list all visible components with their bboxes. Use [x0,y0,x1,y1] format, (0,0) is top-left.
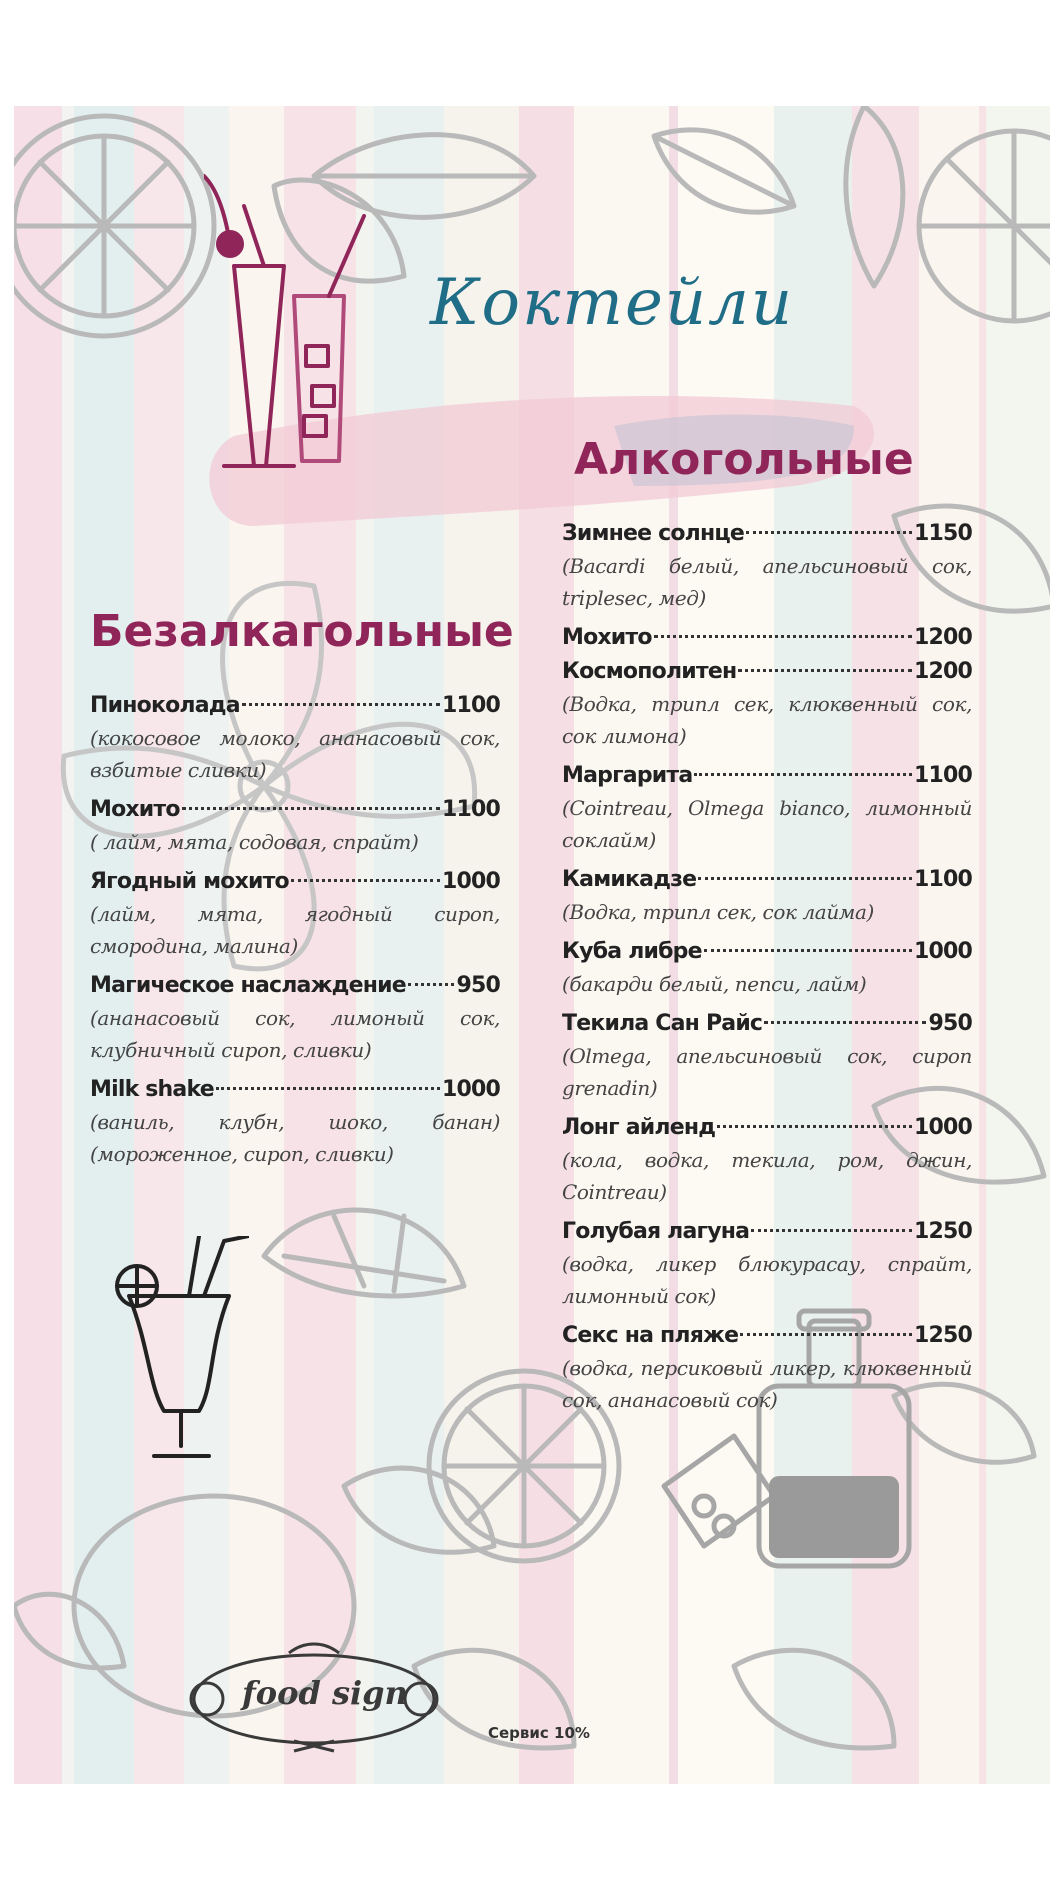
item-price: 1100 [441,693,500,718]
item-price: 1250 [913,1219,972,1244]
item-name: Маргарита [562,763,693,788]
hurricane-glass-icon [109,1236,249,1476]
list-item [562,518,972,614]
item-name: Мохито [90,797,180,822]
alcoholic-list [562,518,972,1424]
item-description: (кокосовое молоко, ананасовый сок, взбитые сливки) [90,726,500,782]
mint-leaf-icon [14,1594,124,1668]
list-item [562,1112,972,1208]
item-name: Куба либре [562,939,702,964]
item-description: (ваниль, клубн, шоко, банан) (мороженное, сироп, сливки) [90,1110,500,1166]
item-description: (Cointreau, Olmega bianco, лимонный соклайм) [562,796,972,852]
list-item [562,936,972,1000]
item-price: 1100 [913,763,972,788]
item-name: Космополитен [562,659,737,684]
section-title-non-alcoholic: Безалкагольные [90,606,514,657]
item-name: Ягодный мохито [90,869,289,894]
item-price: 1100 [913,867,972,892]
item-price: 1000 [913,1115,972,1140]
item-price: 1150 [913,521,972,546]
item-description: (бакарди белый, пепси, лайм) [562,972,867,996]
item-price: 1200 [913,625,972,650]
item-name: Секс на пляже [562,1323,739,1348]
list-item [562,622,972,654]
lemon-slice-icon [14,116,214,336]
list-item [562,1216,972,1312]
list-item [90,866,500,962]
list-item [562,656,972,752]
item-description: (ананасовый сок, лимоный сок, клубничный сироп, сливки) [90,1006,500,1062]
list-item [562,1320,972,1416]
item-price: 1000 [441,1077,500,1102]
service-charge: Сервис 10% [488,1724,590,1742]
item-price: 1200 [913,659,972,684]
item-description: (Водка, трипл сек, клюквенный сок, сок лимона) [562,692,972,748]
item-description: (Bacardi белый, апельсиновый сок, triplesec, мед) [562,554,972,610]
list-item [90,690,500,786]
section-title-alcoholic: Алкогольные [574,434,914,485]
item-description: (водка, ликер блюкурасау, спрайт, лимонный сок) [562,1252,972,1308]
mint-leaf-icon [344,1468,494,1552]
mint-leaf-icon [734,1650,894,1748]
item-price: 950 [456,973,500,998]
list-item [90,970,500,1066]
logo-text: food sign [242,1674,408,1712]
page-title: Коктейли [430,266,795,340]
item-description: (Водка, трипл сек, сок лайма) [562,900,874,924]
cocktail-glasses-icon [204,146,434,476]
mint-leaf-icon [654,130,794,212]
item-name: Голубая лагуна [562,1219,750,1244]
item-description: (лайм, мята, ягодный сироп, смородина, малина) [90,902,500,958]
item-price: 1000 [913,939,972,964]
item-name: Камикадзе [562,867,697,892]
non-alcoholic-list [90,690,500,1178]
item-description: (водка, персиковый ликер, клюквенный сок, ананасовый сок) [562,1356,972,1412]
list-item [562,760,972,856]
item-description: (кола, водка, текила, ром, джин, Cointreau) [562,1148,972,1204]
item-description: (Olmega, апельсиновый сок, сироп grenadin) [562,1044,972,1100]
item-name: Пиноколада [90,693,240,718]
item-price: 1250 [913,1323,972,1348]
lemon-slice-icon [919,131,1050,321]
item-description: ( лайм, мята, содовая, спрайт) [90,830,419,854]
item-name: Лонг айленд [562,1115,716,1140]
list-item [90,1074,500,1170]
lemon-slice-icon [264,1210,464,1296]
list-item [562,1008,972,1104]
item-name: Магическое наслаждение [90,973,406,998]
list-item [90,794,500,858]
item-price: 1100 [441,797,500,822]
item-name: Milk shake [90,1077,214,1102]
item-price: 950 [928,1011,972,1036]
item-name: Мохито [562,625,652,650]
item-name: Текила Сан Райс [562,1011,763,1036]
item-name: Зимнее солнце [562,521,745,546]
item-price: 1000 [441,869,500,894]
list-item [562,864,972,928]
mint-leaf-icon [846,106,903,286]
